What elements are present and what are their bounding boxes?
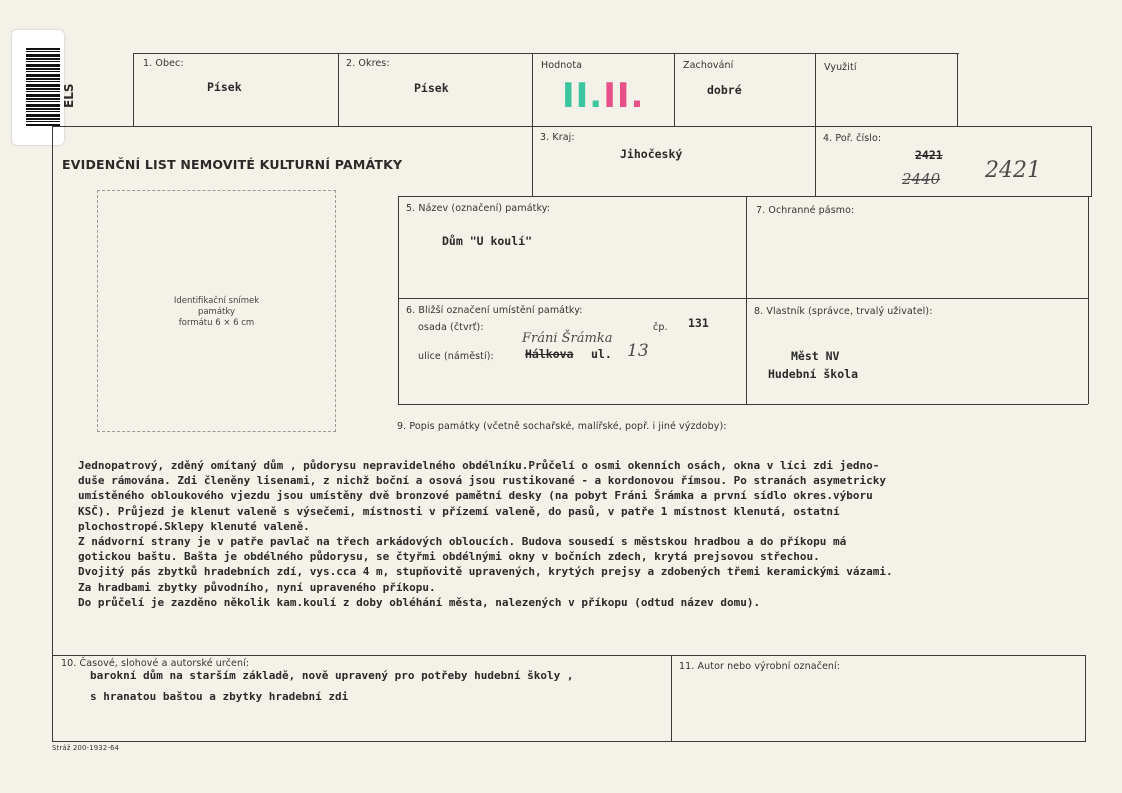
nazev-value: Dům "U koulí" bbox=[442, 234, 533, 248]
okres-value: Písek bbox=[414, 81, 449, 95]
popis-line: Do průčelí je zazděno několik kam.koulí z doby obléhání města, nalezených v příkopu (odtud název domu). bbox=[78, 595, 761, 609]
umisteni-label: 6. Bližší označení umístění památky: bbox=[406, 305, 583, 316]
rule bbox=[52, 126, 53, 741]
ulice-number: 13 bbox=[627, 341, 649, 361]
hodnota-value-pink: II. bbox=[603, 76, 645, 116]
rule bbox=[671, 655, 672, 742]
vyuziti-label: Využití bbox=[824, 62, 857, 73]
hodnota-value bbox=[562, 76, 644, 116]
photo-placeholder bbox=[97, 190, 336, 432]
rule bbox=[52, 126, 1092, 127]
popis-line: umístěného obloukového vjezdu jsou umístěny dvě bronzové pamětní desky (na pobyt Fráni Šrámka a první sídlo okres.výboru bbox=[78, 489, 873, 503]
ulice-typed: ul. bbox=[591, 347, 612, 361]
photo-text-line: památky bbox=[197, 307, 236, 317]
okres-label: 2. Okres: bbox=[346, 58, 390, 69]
kraj-value: Jihočeský bbox=[620, 147, 683, 161]
zachovani-value: dobré bbox=[707, 83, 742, 97]
rule bbox=[398, 298, 1088, 299]
rule bbox=[398, 196, 1088, 197]
hodnota-value-green: II. bbox=[562, 76, 604, 116]
print-code: Stráž 200-1932-64 bbox=[52, 744, 120, 752]
rule bbox=[957, 53, 958, 126]
por-cislo-struck-hand: 2440 bbox=[902, 170, 941, 188]
casove-line1: barokní dům na starším základě, nově upravený pro potřeby hudební školy , bbox=[90, 669, 574, 682]
popis-line: Z nádvorní strany je v patře pavlač na třech arkádových obloucích. Budova sousedí s městskou hradbou a do příkopu má bbox=[78, 535, 847, 549]
ulice-struck: Hálkova bbox=[525, 347, 574, 361]
rule bbox=[52, 655, 1086, 656]
kraj-label: 3. Kraj: bbox=[540, 132, 575, 143]
autor-label: 11. Autor nebo výrobní označení: bbox=[679, 661, 841, 672]
rule bbox=[532, 53, 533, 196]
rule bbox=[398, 196, 399, 404]
vlastnik-label: 8. Vlastník (správce, trvalý uživatel): bbox=[754, 306, 933, 317]
rule bbox=[746, 196, 747, 404]
barcode-label: ELS bbox=[62, 83, 76, 108]
zachovani-label: Zachování bbox=[683, 60, 734, 71]
rule bbox=[133, 53, 134, 126]
vlastnik-line1: Měst NV bbox=[791, 349, 840, 363]
photo-text-line: Identifikační snímek bbox=[173, 296, 260, 306]
rule bbox=[1091, 126, 1092, 196]
por-cislo-label: 4. Poř. číslo: bbox=[823, 133, 882, 144]
popis-line: Dvojitý pás zbytků hradebních zdí, vys.cca 4 m, stupňovitě upravených, krytých prejsy a zdobených třemi keramickými vázami. bbox=[78, 565, 893, 579]
photo-text-line: formátu 6 × 6 cm bbox=[178, 318, 255, 328]
rule bbox=[674, 53, 675, 126]
popis-line: KSČ). Průjezd je klenut valeně s výsečemi, místnosti v přízemí valeně, do pasů, v patře 1 místnost klenutá, ostatní bbox=[78, 504, 840, 518]
popis-text bbox=[78, 458, 1088, 610]
popis-line: gotickou baštu. Bašta je obdélného půdorysu, se čtyřmi obdélnými okny v bočních zdech, krytá prejsovou střechou. bbox=[78, 550, 820, 564]
popis-line: duše rámována. Zdi členěny lisenami, z nichž boční a osová jsou rustikované - a kordonovou římsou. Po stranách asymetricky bbox=[78, 474, 886, 488]
ulice-hand: Fráni Šrámka bbox=[522, 331, 613, 346]
rule bbox=[133, 53, 959, 54]
nazev-label: 5. Název (označení) památky: bbox=[406, 203, 551, 214]
rule bbox=[398, 404, 1088, 405]
obec-value: Písek bbox=[207, 80, 242, 94]
rule bbox=[52, 741, 1086, 742]
cp-label: čp. bbox=[653, 322, 668, 333]
popis-label: 9. Popis památky (včetně sochařské, malířské, popř. i jiné výzdoby): bbox=[397, 421, 727, 432]
popis-line: Za hradbami zbytky původního, nyní upraveného příkopu. bbox=[78, 580, 436, 594]
casove-label: 10. Časové, slohové a autorské určení: bbox=[61, 658, 250, 669]
ulice-label: ulice (náměstí): bbox=[418, 351, 494, 362]
vlastnik-line2: Hudební škola bbox=[768, 367, 859, 381]
barcode-sticker bbox=[12, 30, 76, 145]
cp-value: 131 bbox=[688, 316, 709, 330]
rule bbox=[815, 53, 816, 196]
osada-label: osada (čtvrť): bbox=[418, 322, 484, 333]
popis-line: plochostropé.Sklepy klenuté valeně. bbox=[78, 519, 310, 533]
hodnota-label: Hodnota bbox=[541, 60, 583, 71]
popis-line: Jednopatrový, zděný omítaný dům , půdorysu nepravidelného obdélníku.Průčelí o osmi okenních osách, okna v líci zdi jedno- bbox=[78, 459, 880, 472]
por-cislo-struck: 2421 bbox=[915, 148, 943, 162]
rule bbox=[338, 53, 339, 126]
barcode-icon bbox=[26, 48, 60, 126]
rule bbox=[1085, 655, 1086, 742]
por-cislo-hand: 2421 bbox=[985, 158, 1041, 183]
obec-label: 1. Obec: bbox=[143, 58, 184, 69]
document-title: EVIDENČNÍ LIST NEMOVITÉ KULTURNÍ PAMÁTKY bbox=[62, 157, 403, 172]
rule bbox=[1088, 196, 1089, 404]
pasmo-label: 7. Ochranné pásmo: bbox=[756, 205, 855, 216]
casove-line2: s hranatou baštou a zbytky hradební zdi bbox=[90, 690, 349, 703]
